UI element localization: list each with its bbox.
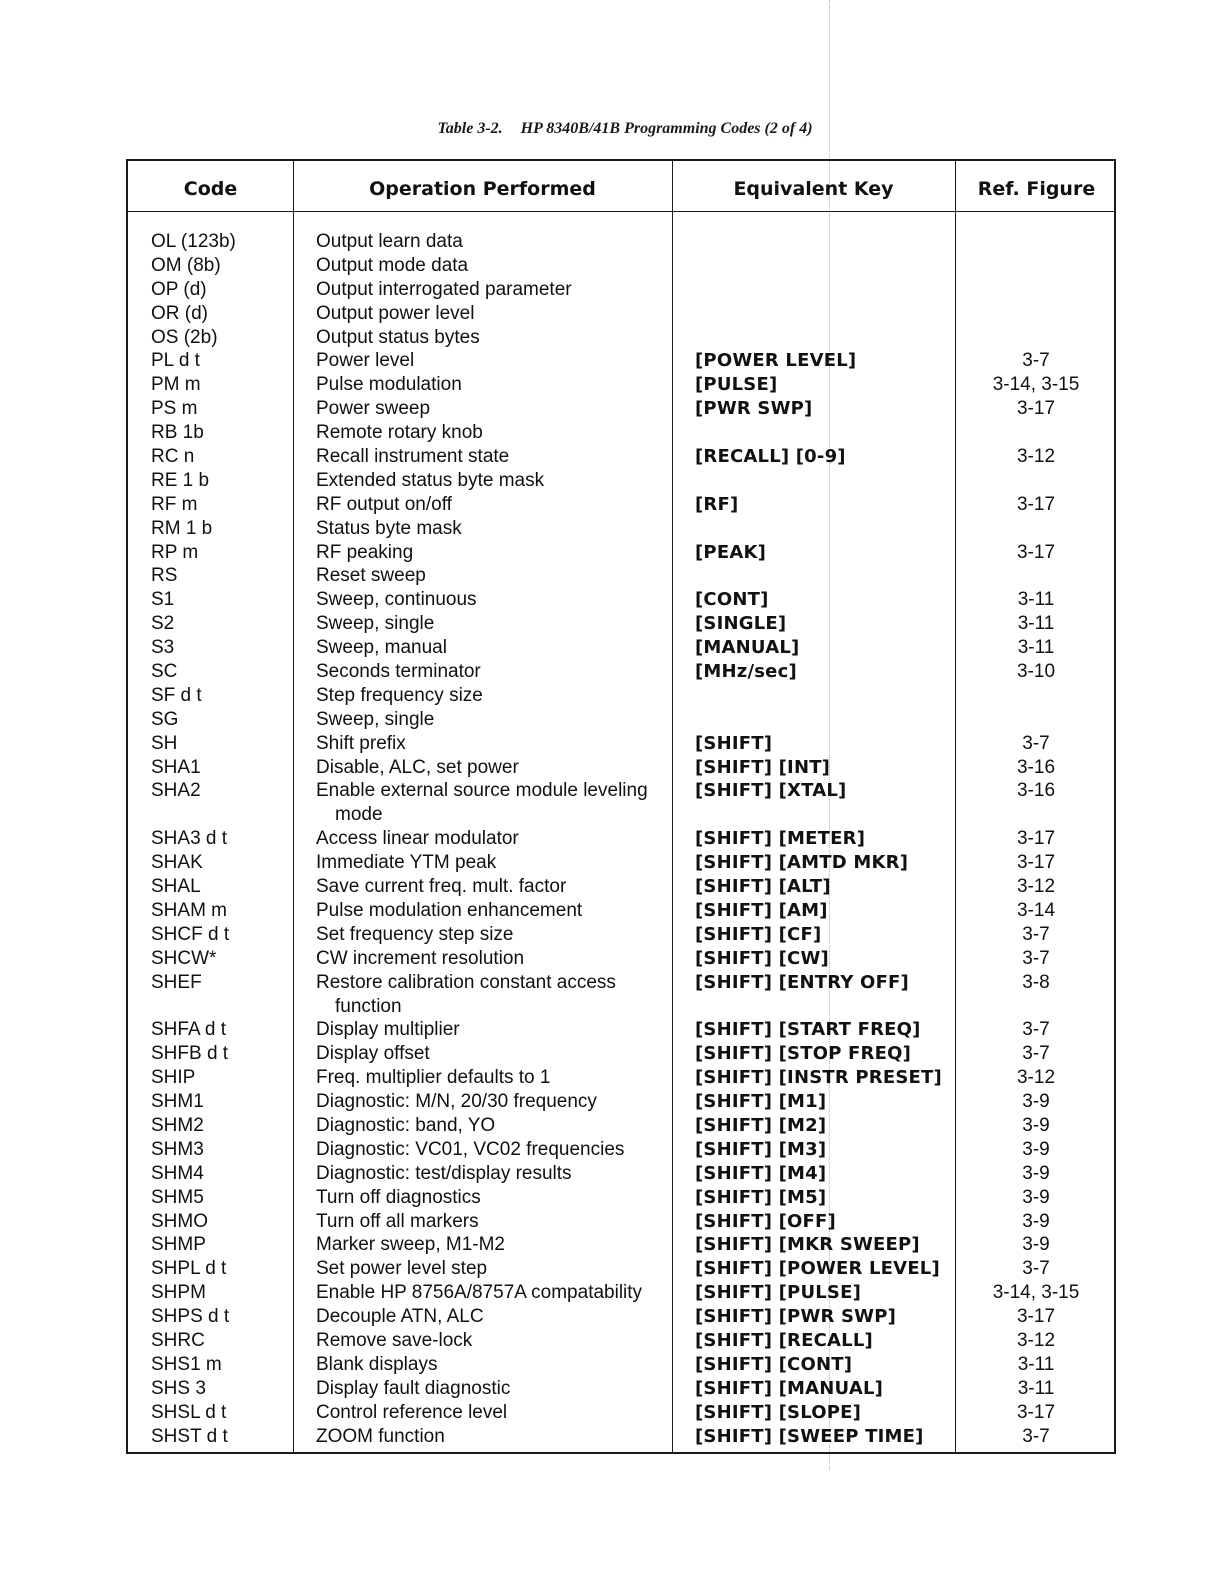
code-cell: SHM2 [151, 1114, 204, 1136]
equivalent-key-cell: [PULSE] [695, 374, 778, 396]
equivalent-key-cell: [PEAK] [695, 541, 767, 563]
code-cell: RS [151, 565, 178, 587]
code-cell: SHM5 [151, 1186, 204, 1208]
operation-cell: RF peaking [316, 541, 414, 563]
equivalent-key-cell: [SHIFT] [ENTRY OFF] [695, 971, 909, 993]
table-body [128, 230, 1114, 1448]
operation-cell: Sweep, single [316, 613, 435, 635]
operation-cell: Pulse modulation [316, 374, 462, 396]
code-cell: SHMP [151, 1234, 206, 1256]
code-cell: SHRC [151, 1330, 205, 1351]
table-row [128, 1114, 1114, 1138]
code-cell: RC n [151, 446, 195, 468]
table-row [128, 230, 1114, 254]
equivalent-key-cell: [SHIFT] [INSTR PRESET] [695, 1067, 942, 1089]
table-row [128, 397, 1114, 421]
table-row [128, 421, 1114, 445]
operation-cell: Set frequency step size [316, 923, 514, 945]
equivalent-key-cell: [SHIFT] [OFF] [695, 1210, 836, 1232]
operation-cell: RF output on/off [316, 493, 452, 515]
equivalent-key-cell: [SHIFT] [MANUAL] [695, 1377, 884, 1399]
code-cell: SG [151, 708, 179, 730]
equivalent-key-cell: [SHIFT] [RECALL] [695, 1330, 873, 1351]
ref-figure-cell: 3-9 [1022, 1162, 1050, 1184]
table-number: Table 3-2. [437, 120, 503, 137]
ref-figure-cell: 3-17 [1016, 1401, 1056, 1423]
table-row [128, 254, 1114, 278]
equivalent-key-cell: [PWR SWP] [695, 398, 813, 420]
ref-figure-cell: 3-12 [1016, 1330, 1056, 1351]
table-row [128, 1018, 1114, 1042]
code-cell: SHEF [151, 971, 202, 993]
equivalent-key-cell: [SHIFT] [M5] [695, 1186, 827, 1208]
table-row [128, 636, 1114, 660]
code-cell: SHM1 [151, 1091, 204, 1113]
ref-figure-cell: 3-12 [1016, 1067, 1056, 1089]
table-row [128, 1281, 1114, 1305]
code-cell: SHAK [151, 852, 203, 874]
ref-figure-cell: 3-9 [1022, 1210, 1050, 1232]
operation-cell: Recall instrument state [316, 446, 510, 468]
operation-cell: Pulse modulation enhancement [316, 899, 583, 921]
header-ref-figure: Ref. Figure [977, 178, 1096, 200]
operation-cell: Display multiplier [316, 1019, 460, 1041]
operation-cell: Turn off diagnostics [316, 1186, 481, 1208]
ref-figure-cell: 3-17 [1016, 1306, 1056, 1328]
operation-line: Enable external source module leveling [316, 780, 648, 802]
code-cell: SHM4 [151, 1162, 204, 1184]
code-cell: SHA1 [151, 756, 201, 778]
operation-line-continued: mode [335, 804, 383, 826]
ref-figure-cell: 3-7 [1022, 732, 1050, 754]
code-cell: S1 [151, 589, 175, 611]
table-row [128, 541, 1114, 565]
code-cell: RE 1 b [151, 469, 210, 491]
operation-line: Restore calibration constant access [316, 971, 616, 993]
operation-cell: Diagnostic: M/N, 20/30 frequency [316, 1091, 597, 1113]
table-row [128, 660, 1114, 684]
header-code: Code [183, 178, 238, 200]
operation-cell: Diagnostic: VC01, VC02 frequencies [316, 1138, 625, 1160]
ref-figure-cell: 3-8 [1022, 971, 1050, 993]
equivalent-key-cell: [SHIFT] [MKR SWEEP] [695, 1234, 920, 1256]
equivalent-key-cell: [SHIFT] [CF] [695, 923, 822, 945]
table-row [128, 469, 1114, 493]
equivalent-key-cell: [SHIFT] [M3] [695, 1138, 827, 1160]
operation-cell: Save current freq. mult. factor [316, 876, 567, 898]
code-cell: SHPM [151, 1282, 206, 1304]
code-cell: SHA3 d t [151, 828, 228, 850]
ref-figure-cell: 3-9 [1022, 1138, 1050, 1160]
code-cell: PL d t [151, 350, 200, 372]
operation-cell [316, 779, 648, 827]
ref-figure-cell: 3-7 [1022, 923, 1050, 945]
equivalent-key-cell: [SHIFT] [AM] [695, 899, 828, 921]
operation-cell: Output status bytes [316, 326, 480, 348]
operation-cell: Reset sweep [316, 565, 426, 587]
equivalent-key-cell: [SHIFT] [695, 732, 773, 754]
code-cell: SHPS d t [151, 1306, 230, 1328]
ref-figure-cell: 3-9 [1022, 1091, 1050, 1113]
code-cell: SHS 3 [151, 1377, 206, 1399]
operation-cell: Disable, ALC, set power [316, 756, 519, 778]
ref-figure-cell: 3-7 [1022, 947, 1050, 969]
operation-cell: Blank displays [316, 1353, 438, 1375]
code-cell: SF d t [151, 684, 202, 706]
table-row [128, 827, 1114, 851]
code-cell: OL (123b) [151, 231, 236, 252]
operation-cell: Marker sweep, M1-M2 [316, 1234, 505, 1256]
code-cell: OS (2b) [151, 326, 218, 348]
code-cell: SHMO [151, 1210, 208, 1232]
equivalent-key-cell: [SHIFT] [SLOPE] [695, 1401, 862, 1423]
table-row [128, 1186, 1114, 1210]
operation-cell: Turn off all markers [316, 1210, 479, 1232]
table-row [128, 779, 1114, 827]
table-row [128, 493, 1114, 517]
equivalent-key-cell: [RECALL] [0-9] [695, 446, 846, 468]
ref-figure-cell: 3-7 [1022, 1258, 1050, 1280]
operation-cell: Output power level [316, 302, 475, 324]
table-row [128, 1233, 1114, 1257]
table-row [128, 1377, 1114, 1401]
equivalent-key-cell: [SHIFT] [POWER LEVEL] [695, 1258, 940, 1280]
ref-figure-cell: 3-12 [1016, 446, 1056, 468]
table-row [128, 1401, 1114, 1425]
ref-figure-cell: 3-14, 3-15 [992, 1282, 1080, 1304]
operation-cell: Set power level step [316, 1258, 488, 1280]
ref-figure-cell: 3-9 [1022, 1234, 1050, 1256]
table-caption [0, 120, 1228, 138]
ref-figure-cell: 3-11 [1017, 589, 1055, 611]
table-row [128, 1353, 1114, 1377]
operation-cell: Sweep, single [316, 708, 435, 730]
ref-figure-cell: 3-7 [1022, 1043, 1050, 1065]
operation-cell: Seconds terminator [316, 661, 481, 683]
equivalent-key-cell: [SHIFT] [STOP FREQ] [695, 1043, 912, 1065]
table-row [128, 1425, 1114, 1449]
equivalent-key-cell: [MHz/sec] [695, 661, 797, 683]
table-row [128, 564, 1114, 588]
code-cell: SHCF d t [151, 923, 230, 945]
operation-cell: Shift prefix [316, 732, 406, 754]
code-cell: SHA2 [151, 780, 201, 802]
code-cell: SHFA d t [151, 1019, 226, 1041]
equivalent-key-cell: [SHIFT] [START FREQ] [695, 1019, 921, 1041]
operation-cell [316, 971, 616, 1019]
ref-figure-cell: 3-16 [1016, 780, 1056, 802]
table-row [128, 684, 1114, 708]
equivalent-key-cell: [SHIFT] [M2] [695, 1114, 827, 1136]
ref-figure-cell: 3-17 [1016, 541, 1056, 563]
ref-figure-cell: 3-14 [1016, 899, 1056, 921]
operation-cell: Display fault diagnostic [316, 1377, 511, 1399]
operation-cell: Enable HP 8756A/8757A compatability [316, 1282, 643, 1304]
table-row [128, 445, 1114, 469]
operation-cell: Diagnostic: band, YO [316, 1114, 496, 1136]
operation-cell: Step frequency size [316, 684, 483, 706]
table-row [128, 971, 1114, 1019]
operation-cell: Remove save-lock [316, 1330, 473, 1351]
ref-figure-cell: 3-17 [1016, 852, 1056, 874]
operation-cell: CW increment resolution [316, 947, 525, 969]
table-row [128, 278, 1114, 302]
equivalent-key-cell: [SHIFT] [ALT] [695, 876, 831, 898]
table-row [128, 1090, 1114, 1114]
table-row [128, 1257, 1114, 1281]
operation-cell: Sweep, continuous [316, 589, 477, 611]
header-operation: Operation Performed [369, 178, 596, 200]
operation-cell: Power sweep [316, 398, 431, 420]
ref-figure-cell: 3-16 [1016, 756, 1056, 778]
operation-cell: Remote rotary knob [316, 422, 483, 444]
operation-cell: Power level [316, 350, 415, 372]
operation-cell: Output mode data [316, 254, 469, 276]
ref-figure-cell: 3-7 [1022, 350, 1050, 372]
table-row [128, 875, 1114, 899]
ref-figure-cell: 3-11 [1017, 1353, 1055, 1375]
equivalent-key-cell: [SHIFT] [M4] [695, 1162, 827, 1184]
table-row [128, 708, 1114, 732]
table-row [128, 732, 1114, 756]
table-row [128, 588, 1114, 612]
code-cell: PS m [151, 398, 198, 420]
equivalent-key-cell: [SHIFT] [M1] [695, 1091, 827, 1113]
code-cell: S3 [151, 637, 175, 659]
operation-cell: Freq. multiplier defaults to 1 [316, 1067, 551, 1089]
code-cell: RF m [151, 493, 198, 515]
code-cell: PM m [151, 374, 201, 396]
ref-figure-cell: 3-9 [1022, 1186, 1050, 1208]
code-cell: SHST d t [151, 1425, 228, 1447]
ref-figure-cell: 3-7 [1022, 1425, 1050, 1447]
table-row [128, 851, 1114, 875]
operation-cell: Diagnostic: test/display results [316, 1162, 572, 1184]
code-cell: RM 1 b [151, 517, 213, 539]
ref-figure-cell: 3-12 [1016, 876, 1056, 898]
table-row [128, 1305, 1114, 1329]
operation-cell: Output interrogated parameter [316, 278, 572, 300]
ref-figure-cell: 3-9 [1022, 1114, 1050, 1136]
code-cell: SH [151, 732, 178, 754]
code-cell: SHFB d t [151, 1043, 229, 1065]
equivalent-key-cell: [SHIFT] [PWR SWP] [695, 1306, 897, 1328]
code-cell: SHIP [151, 1067, 196, 1089]
equivalent-key-cell: [SHIFT] [XTAL] [695, 780, 847, 802]
operation-cell: Status byte mask [316, 517, 462, 539]
equivalent-key-cell: [CONT] [695, 589, 769, 611]
equivalent-key-cell: [SHIFT] [INT] [695, 756, 831, 778]
equivalent-key-cell: [RF] [695, 493, 739, 515]
code-cell: S2 [151, 613, 175, 635]
operation-cell: ZOOM function [316, 1425, 445, 1447]
code-cell: SHM3 [151, 1138, 204, 1160]
equivalent-key-cell: [SHIFT] [SWEEP TIME] [695, 1425, 924, 1447]
ref-figure-cell: 3-11 [1017, 613, 1055, 635]
code-cell: SHPL d t [151, 1258, 227, 1280]
code-cell: SHAM m [151, 899, 227, 921]
operation-cell: Immediate YTM peak [316, 852, 497, 874]
table-row [128, 947, 1114, 971]
code-cell: OM (8b) [151, 254, 221, 276]
header-divider [128, 211, 1114, 212]
ref-figure-cell: 3-17 [1016, 398, 1056, 420]
table-title: HP 8340B/41B Programming Codes (2 of 4) [520, 120, 813, 137]
code-cell: RP m [151, 541, 199, 563]
table-row [128, 1210, 1114, 1234]
table-row [128, 1066, 1114, 1090]
table-row [128, 1138, 1114, 1162]
programming-codes-table [126, 159, 1116, 1454]
table-row [128, 302, 1114, 326]
operation-cell: Extended status byte mask [316, 469, 545, 491]
table-row [128, 349, 1114, 373]
table-row [128, 756, 1114, 780]
table-row [128, 517, 1114, 541]
table-row [128, 373, 1114, 397]
equivalent-key-cell: [MANUAL] [695, 637, 800, 659]
operation-cell: Output learn data [316, 231, 463, 252]
code-cell: OR (d) [151, 302, 208, 324]
header-equivalent-key: Equivalent Key [733, 178, 894, 200]
equivalent-key-cell: [SHIFT] [CONT] [695, 1353, 853, 1375]
equivalent-key-cell: [SHIFT] [PULSE] [695, 1282, 862, 1304]
code-cell: SC [151, 661, 178, 683]
table-row [128, 923, 1114, 947]
operation-cell: Control reference level [316, 1401, 508, 1423]
operation-cell: Display offset [316, 1043, 430, 1065]
ref-figure-cell: 3-11 [1017, 637, 1055, 659]
operation-cell: Sweep, manual [316, 637, 447, 659]
code-cell: OP (d) [151, 278, 207, 300]
code-cell: SHCW* [151, 947, 217, 969]
equivalent-key-cell: [SHIFT] [AMTD MKR] [695, 852, 909, 874]
code-cell: SHSL d t [151, 1401, 227, 1423]
table-row [128, 899, 1114, 923]
ref-figure-cell: 3-11 [1017, 1377, 1055, 1399]
equivalent-key-cell: [SHIFT] [CW] [695, 947, 829, 969]
table-row [128, 1329, 1114, 1353]
code-cell: SHS1 m [151, 1353, 222, 1375]
operation-cell: Decouple ATN, ALC [316, 1306, 484, 1328]
code-cell: SHAL [151, 876, 201, 898]
table-row [128, 326, 1114, 350]
ref-figure-cell: 3-10 [1016, 661, 1056, 683]
table-row [128, 612, 1114, 636]
equivalent-key-cell: [POWER LEVEL] [695, 350, 857, 372]
ref-figure-cell: 3-14, 3-15 [992, 374, 1080, 396]
ref-figure-cell: 3-17 [1016, 493, 1056, 515]
equivalent-key-cell: [SHIFT] [METER] [695, 828, 866, 850]
code-cell: RB 1b [151, 422, 204, 444]
operation-cell: Access linear modulator [316, 828, 519, 850]
table-row [128, 1162, 1114, 1186]
table-row [128, 1042, 1114, 1066]
ref-figure-cell: 3-17 [1016, 828, 1056, 850]
operation-line-continued: function [335, 995, 402, 1017]
equivalent-key-cell: [SINGLE] [695, 613, 787, 635]
ref-figure-cell: 3-7 [1022, 1019, 1050, 1041]
